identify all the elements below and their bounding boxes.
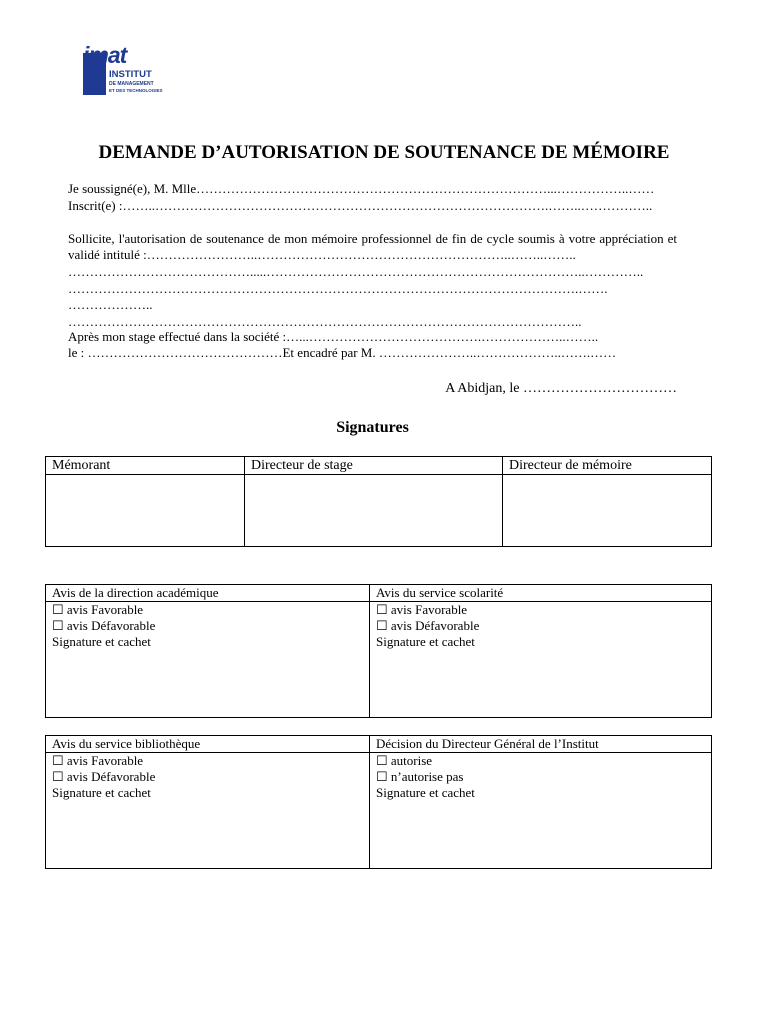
decision-directeur-header: Décision du Directeur Général de l’Institut	[370, 736, 712, 753]
checkbox-favorable-academique[interactable]: ☐ avis Favorable	[52, 602, 144, 617]
field-dots-3[interactable]: ………………..	[68, 297, 153, 312]
avis-bibliotheque-cell	[46, 753, 370, 869]
checkbox-favorable-scolarite[interactable]: ☐ avis Favorable	[376, 602, 468, 617]
avis-academique-cell	[46, 602, 370, 718]
signatures-heading: Signatures	[336, 419, 409, 436]
logo-line-3: ET DES TECHNOLOGIES	[109, 88, 163, 93]
logo-wordmark: imat	[83, 42, 127, 68]
field-dots-1[interactable]: …………………………………….....………………………………………………………………..…………..	[68, 264, 644, 279]
avis-scolarite-header: Avis du service scolarité	[370, 585, 712, 602]
checkbox-n-autorise-pas[interactable]: ☐ n’autorise pas	[376, 769, 464, 784]
logo-line-1: INSTITUT	[109, 69, 152, 80]
table-row	[46, 475, 712, 547]
signature-box-directeur-stage[interactable]	[245, 475, 503, 547]
signature-cachet-label: Signature et cachet	[376, 785, 475, 800]
avis-scolarite-cell	[370, 602, 712, 718]
field-encadre[interactable]: le : ………………………………………Et encadré par M. …………………..………………..…….……	[68, 345, 617, 360]
checkbox-defavorable-bibliotheque[interactable]: ☐ avis Défavorable	[52, 769, 156, 784]
field-inscrit[interactable]: Inscrit(e) :……..……………………………………………………………………………….……..……………..	[68, 198, 653, 213]
checkbox-autorise[interactable]: ☐ autorise	[376, 753, 433, 768]
signature-col-directeur-memoire: Directeur de mémoire	[503, 457, 712, 475]
avis-academique-header: Avis de la direction académique	[46, 585, 370, 602]
avis-table-1	[45, 584, 712, 718]
field-soussigne[interactable]: Je soussigné(e), M. Mlle………………………………………………………………………...……………..……	[68, 181, 655, 196]
signatures-table	[45, 456, 712, 547]
table-row	[46, 585, 712, 602]
date-line[interactable]: A Abidjan, le ……………………………	[445, 381, 677, 396]
table-row	[46, 736, 712, 753]
signature-col-directeur-stage: Directeur de stage	[245, 457, 503, 475]
signature-cachet-label: Signature et cachet	[52, 785, 151, 800]
signature-box-directeur-memoire[interactable]	[503, 475, 712, 547]
field-sollicite[interactable]: Sollicite, l'autorisation de soutenance de mon mémoire professionnel de fin de cycle soumis à votre appréciation et validé intitulé :……………………..…………………………………………………..……..……..	[68, 231, 677, 262]
table-row	[46, 457, 712, 475]
checkbox-favorable-bibliotheque[interactable]: ☐ avis Favorable	[52, 753, 144, 768]
logo-line-2: DE MANAGEMENT	[109, 81, 154, 87]
field-dots-4[interactable]: ………………………………………………………………………………………………………..	[68, 314, 582, 329]
signature-col-memorant: Mémorant	[46, 457, 245, 475]
institute-logo	[83, 42, 163, 97]
document-title: DEMANDE D’AUTORISATION DE SOUTENANCE DE MÉMOIRE	[98, 142, 670, 163]
signature-cachet-label: Signature et cachet	[376, 634, 475, 649]
decision-directeur-cell	[370, 753, 712, 869]
signature-cachet-label: Signature et cachet	[52, 634, 151, 649]
signature-box-memorant[interactable]	[46, 475, 245, 547]
checkbox-defavorable-scolarite[interactable]: ☐ avis Défavorable	[376, 618, 480, 633]
table-row	[46, 753, 712, 869]
avis-table-2	[45, 735, 712, 869]
checkbox-defavorable-academique[interactable]: ☐ avis Défavorable	[52, 618, 156, 633]
avis-bibliotheque-header: Avis du service bibliothèque	[46, 736, 370, 753]
field-stage[interactable]: Après mon stage effectué dans la société :…...………………………………….………………..……..	[68, 329, 599, 344]
table-row	[46, 602, 712, 718]
field-dots-2[interactable]: ……………………………………………………………………………………………………….…….	[68, 281, 608, 296]
